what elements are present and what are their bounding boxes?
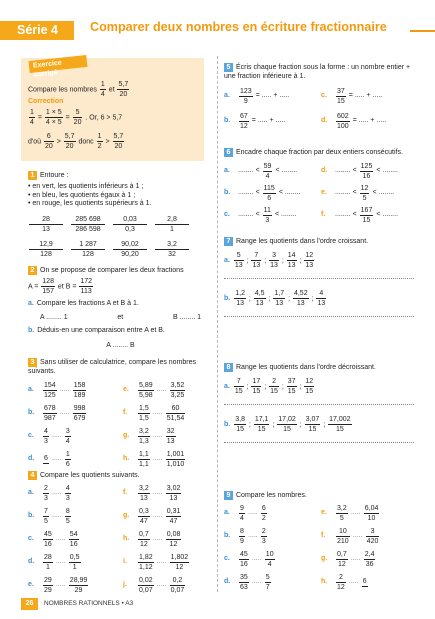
fraction: $\frac{1,2}{13}$ bbox=[235, 289, 245, 307]
exercise-9: 9 Compare les nombres. a. $\frac{9}{4}$ ..... $\frac{6}{2}$ e. $\frac{3,2}{5}$ ..... $\frac{6,04}{10}$ b. $\frac{8}{9}$ ..... $\frac{2}{3}$ f. $\frac{10}{210}$ ..... $\frac{3}{420}$ c. $\frac{45}{16}$ ..... $\frac{10}{4}$ g. $\frac{0,7}{12}$ ..... $\frac{2,4}{36}$ d. $\frac{35}{63}$ ..... $\frac{5}{7}$ h. $\frac{2}{12}$ ..... 6 bbox=[224, 491, 414, 592]
fraction: $\frac{10}{210}$ bbox=[337, 527, 349, 545]
fraction: $\frac{2}{3}$ bbox=[44, 484, 48, 502]
fraction: $\frac{54}{16}$ bbox=[69, 530, 78, 548]
fraction: $\frac{6,04}{10}$ bbox=[364, 504, 379, 522]
bracket-item: a. ........ < $\frac{59}{4}$ < ........ bbox=[224, 162, 298, 180]
comparison-item: h. $\frac{2}{12}$ ..... 6 bbox=[321, 573, 367, 591]
bracket-item: e. ........ < $\frac{12}{5}$ < ........ bbox=[321, 184, 395, 202]
fraction: $\frac{1}{4}$ bbox=[30, 109, 34, 126]
quotient-sequence-b: b. $\frac{3,8}{15}$ ; $\frac{17,1}{15}$ ; $\frac{17,02}{15}$ ; $\frac{3,07}{15}$ ; $\frac{17,002}{15}$ bbox=[224, 415, 351, 433]
comparison-item: d. 6 ..... $\frac{1}{6}$ bbox=[28, 450, 70, 468]
comparison-item: c. $\frac{4}{3}$ ..... $\frac{3}{4}$ bbox=[28, 427, 70, 445]
fraction: $\frac{154}{125}$ bbox=[44, 381, 56, 399]
fraction: $\frac{123}{9}$ bbox=[240, 87, 252, 105]
fraction: $\frac{1,82}{1,12}$ bbox=[139, 553, 153, 571]
fraction: $\frac{17,1}{15}$ bbox=[254, 415, 269, 433]
fraction: $\frac{8}{9}$ bbox=[240, 527, 244, 545]
exercise-number: 1 bbox=[28, 171, 37, 180]
comparison-item: h. $\frac{1,1}{1,1}$ ..... $\frac{1,001}{1,010}$ bbox=[123, 450, 185, 468]
decomposition-item: c. $\frac{37}{15}$ = ..... + ..... bbox=[321, 87, 383, 105]
fraction: $\frac{1,5}{1,5}$ bbox=[139, 404, 149, 422]
comparison-item: e. $\frac{5,89}{5,98}$ ..... $\frac{3,52}{3,25}$ bbox=[123, 381, 185, 399]
exercise-1: 1 Entoure : • en vert, les quotients inférieurs à 1 ; • en bleu, les quotients égaux à 1 ; • en rouge, les quotients supérieurs à 1. $\frac{28}{13}$ $\frac{285 698}{286 598}$ $\frac{0,03}{0,3}$ $\frac{2,8}{1}$ $\frac{12,9}{128}$ $\frac{1 287}{128}$ $\frac{90,02}{90,20}$ $\frac{3,2}{32}$ bbox=[28, 171, 213, 259]
fraction: $\frac{17,02}{15}$ bbox=[278, 415, 296, 433]
fraction: $\frac{14}{13}$ bbox=[287, 251, 296, 269]
quotient: $\frac{2,8}{1}$ bbox=[155, 215, 189, 234]
quotient: $\frac{90,02}{90,20}$ bbox=[113, 240, 147, 259]
fraction: $\frac{2}{15}$ bbox=[270, 377, 278, 395]
fraction: $\frac{7}{13}$ bbox=[252, 251, 261, 269]
fraction: $\frac{1,1}{1,1}$ bbox=[139, 450, 149, 468]
fraction: 6 bbox=[44, 455, 48, 462]
bracket-item: f. ........ < $\frac{167}{15}$ < ........ bbox=[321, 206, 398, 224]
fraction: $\frac{6}{20}$ bbox=[44, 133, 53, 150]
comparison-item: i. $\frac{1,82}{1,12}$ ..... $\frac{1,802}{12}$ bbox=[123, 553, 189, 571]
fraction: $\frac{128}{157}$ bbox=[42, 277, 54, 295]
quotient-grid bbox=[28, 215, 213, 234]
comparison-item: g. $\frac{0,7}{12}$ ..... $\frac{2,4}{36}$ bbox=[321, 550, 375, 568]
fraction: $\frac{5}{20}$ bbox=[73, 109, 82, 126]
fraction: $\frac{17,002}{15}$ bbox=[329, 415, 351, 433]
fraction: $\frac{3,2}{5}$ bbox=[337, 504, 347, 522]
fraction: $\frac{678}{987}$ bbox=[44, 404, 56, 422]
fraction: $\frac{1,001}{1,010}$ bbox=[166, 450, 185, 468]
exercise-3: 3 Sans utiliser de calculatrice, compare les nombres suivants. a. $\frac{154}{125}$ ..... $\frac{158}{189}$ e. $\frac{5,89}{5,98}$ ..... $\frac{3,52}{3,25}$ b. $\frac{678}{987}$ ..... $\frac{998}{679}$ f. $\frac{1,5}{1,5}$ ..... $\frac{60}{51,54}$ c. $\frac{4}{3}$ ..... $\frac{3}{4}$ g. $\frac{3,2}{1,3}$ ..... $\frac{32}{13}$ d. 6 ..... $\frac{1}{6}$ h. $\frac{1,1}{1,1}$ ..... $\frac{1,001}{1,010}$ bbox=[28, 358, 213, 469]
fraction: $\frac{29}{29}$ bbox=[44, 576, 52, 594]
bracket-list bbox=[224, 162, 414, 225]
fraction: $\frac{3,52}{3,25}$ bbox=[170, 381, 185, 399]
comparison-item: b. $\frac{8}{9}$ ..... $\frac{2}{3}$ bbox=[224, 527, 266, 545]
fraction: $\frac{602}{100}$ bbox=[337, 112, 349, 130]
fraction: $\frac{4,5}{13}$ bbox=[254, 289, 265, 307]
fraction: $\frac{125}{16}$ bbox=[360, 162, 373, 180]
exercise-number: 8 bbox=[224, 363, 233, 372]
correction-line-1: $\frac{1}{4}$ = $\frac{1 \times 5}{4 \times 5}$ = $\frac{5}{20}$ . Or, 6 > 5,7 bbox=[30, 109, 123, 126]
worked-example-statement: Compare les nombres $\frac{1}{4}$ et $\frac{5,7}{20}$ bbox=[28, 81, 129, 98]
fraction: $\frac{1,7}{13}$ bbox=[274, 289, 285, 307]
comparison-item: f. $\frac{3,2}{13}$ ..... $\frac{3,02}{13}$ bbox=[123, 484, 181, 502]
comparison-item: d. $\frac{35}{63}$ ..... $\frac{5}{7}$ bbox=[224, 573, 270, 591]
fraction: $\frac{28}{1}$ bbox=[44, 553, 52, 571]
fraction: $\frac{2}{3}$ bbox=[261, 527, 266, 545]
comparison-item: a. $\frac{154}{125}$ ..... $\frac{158}{189}$ bbox=[28, 381, 86, 399]
comparison-item: c. $\frac{45}{16}$ ..... $\frac{54}{16}$ bbox=[28, 530, 78, 548]
fraction: $\frac{3,07}{15}$ bbox=[305, 415, 320, 433]
quotient: $\frac{12,9}{128}$ bbox=[29, 240, 63, 259]
exercise-8: 8 Range les quotients dans l'ordre décroissant. a. $\frac{7}{15}$ ; $\frac{17}{15}$ ; $\frac{2}{15}$ ; $\frac{37}{15}$ ; $\frac{12}{15}$ b. $\frac{3,8}{15}$ ; $\frac{17,1}{15}$ ; $\frac{17,02}{15}$ ; $\frac{3,07}{15}$ ; $\frac{17,002}{15}$ bbox=[224, 363, 414, 443]
fraction: $\frac{11}{3}$ bbox=[263, 206, 271, 224]
quotient: $\frac{28}{13}$ bbox=[29, 215, 63, 234]
exercise-number: 3 bbox=[28, 358, 37, 367]
comparison-item: b. $\frac{678}{987}$ ..... $\frac{998}{679}$ bbox=[28, 404, 86, 422]
fraction: $\frac{0,02}{0,07}$ bbox=[139, 576, 153, 594]
comparison-list bbox=[224, 504, 414, 592]
fraction: $\frac{1}{6}$ bbox=[65, 450, 70, 468]
fraction: $\frac{60}{51,54}$ bbox=[166, 404, 185, 422]
fraction: $\frac{0,31}{47}$ bbox=[166, 507, 181, 525]
fraction: $\frac{9}{4}$ bbox=[240, 504, 244, 522]
comparison-item: d. $\frac{28}{1}$ ..... $\frac{0,5}{1}$ bbox=[28, 553, 80, 571]
exercise-number: 6 bbox=[224, 148, 233, 157]
bracket-item: d. ........ < $\frac{125}{16}$ < ........ bbox=[321, 162, 398, 180]
fraction: $\frac{0,7}{12}$ bbox=[337, 550, 347, 568]
comparison-item: f. $\frac{10}{210}$ ..... $\frac{3}{420}$ bbox=[321, 527, 379, 545]
comparison-item: g. $\frac{0,3}{47}$ ..... $\frac{0,31}{47}$ bbox=[123, 507, 181, 525]
fraction: $\frac{32}{13}$ bbox=[166, 427, 175, 445]
fraction: $\frac{2}{12}$ bbox=[337, 573, 345, 591]
quotient: $\frac{3,2}{32}$ bbox=[155, 240, 189, 259]
comparison-item: h. $\frac{0,7}{12}$ ..... $\frac{0,08}{12}$ bbox=[123, 530, 181, 548]
fraction: $\frac{45}{16}$ bbox=[240, 550, 248, 568]
quotient-sequence-b: b. $\frac{1,2}{13}$ ; $\frac{4,5}{13}$ ; $\frac{1,7}{13}$ ; $\frac{4,52}{13}$ ; $\frac{4}{13}$ bbox=[224, 289, 326, 307]
comparison-item: j. $\frac{0,02}{0,07}$ ..... $\frac{0,2}{0,07}$ bbox=[123, 576, 185, 594]
fraction: $\frac{0,2}{0,07}$ bbox=[170, 576, 185, 594]
fraction: $\frac{3,2}{13}$ bbox=[139, 484, 149, 502]
fraction: $\frac{28,99}{29}$ bbox=[69, 576, 88, 594]
exercise-6: 6 Encadre chaque fraction par deux entiers consécutifs. a. ........ < $\frac{59}{4}$ < ........ d. ........ < $\frac{125}{16}$ < ........ b. ........ < $\frac{115}{6}$ < ........ e. ........ < $\frac{12}{5}$ < ........ c. ........ < $\frac{11}{3}$ < ........ f. ........ < $\frac{167}{15}$ < ........ bbox=[224, 148, 414, 225]
exercise-number: 9 bbox=[224, 491, 233, 500]
worked-example-tag: Exercice corrigé bbox=[29, 55, 88, 73]
fraction: $\frac{167}{15}$ bbox=[360, 206, 373, 224]
fraction: $\frac{7}{15}$ bbox=[234, 377, 243, 395]
quotient: $\frac{285 698}{286 598}$ bbox=[71, 215, 105, 234]
exercise-number: 2 bbox=[28, 266, 37, 275]
quotient-sequence-a: a. $\frac{7}{15}$ ; $\frac{17}{15}$ ; $\frac{2}{15}$ ; $\frac{37}{15}$ ; $\frac{12}{15}$ bbox=[224, 377, 314, 395]
fraction: $\frac{0,5}{1}$ bbox=[69, 553, 80, 571]
comparison-item: b. $\frac{7}{5}$ ..... $\frac{8}{5}$ bbox=[28, 507, 70, 525]
fraction: $\frac{1 \times 5}{4 \times 5}$ bbox=[45, 109, 62, 126]
fraction: $\frac{35}{63}$ bbox=[240, 573, 248, 591]
quotient: $\frac{1 287}{128}$ bbox=[71, 240, 105, 259]
fraction: $\frac{12}{13}$ bbox=[305, 251, 314, 269]
comparison-item: g. $\frac{3,2}{1,3}$ ..... $\frac{32}{13}$ bbox=[123, 427, 175, 445]
fraction: $\frac{12}{5}$ bbox=[360, 184, 369, 202]
comparison-list bbox=[28, 484, 213, 595]
fraction: $\frac{4}{13}$ bbox=[317, 289, 326, 307]
fraction: $\frac{115}{6}$ bbox=[263, 184, 275, 202]
decomposition-item: a. $\frac{123}{9}$ = ..... + ..... bbox=[224, 87, 290, 105]
series-badge: Série 4 bbox=[0, 21, 74, 40]
fraction: $\frac{3}{4}$ bbox=[65, 427, 70, 445]
fraction: $\frac{2,4}{36}$ bbox=[364, 550, 375, 568]
fraction: $\frac{0,7}{12}$ bbox=[139, 530, 149, 548]
fraction: $\frac{4,52}{13}$ bbox=[293, 289, 308, 307]
fraction: $\frac{998}{679}$ bbox=[73, 404, 86, 422]
comparison-item: e. $\frac{3,2}{5}$ ..... $\frac{6,04}{10}$ bbox=[321, 504, 379, 522]
fraction: $\frac{4}{3}$ bbox=[44, 427, 48, 445]
exercise-7: 7 Range les quotients dans l'ordre croissant. a. $\frac{5}{13}$ ; $\frac{7}{13}$ ; $\frac{3}{13}$ ; $\frac{14}{13}$ ; $\frac{12}{13}$ b. $\frac{1,2}{13}$ ; $\frac{4,5}{13}$ ; $\frac{1,7}{13}$ ; $\frac{4,52}{13}$ ; $\frac{4}{13}$ bbox=[224, 237, 414, 317]
fraction: $\frac{1}{2}$ bbox=[97, 133, 102, 150]
fraction: $\frac{5,7}{20}$ bbox=[113, 133, 124, 150]
exercise-4: 4 Compare les quotients suivants. a. $\frac{2}{3}$ ..... $\frac{4}{3}$ f. $\frac{3,2}{13}$ ..... $\frac{3,02}{13}$ b. $\frac{7}{5}$ ..... $\frac{8}{5}$ g. $\frac{0,3}{47}$ ..... $\frac{0,31}{47}$ c. $\frac{45}{16}$ ..... $\frac{54}{16}$ h. $\frac{0,7}{12}$ ..... $\frac{0,08}{12}$ d. $\frac{28}{1}$ ..... $\frac{0,5}{1}$ i. $\frac{1,82}{1,12}$ ..... $\frac{1,802}{12}$ e. $\frac{29}{29}$ ..... $\frac{28,99}{29}$ j. $\frac{0,02}{0,07}$ ..... $\frac{0,2}{0,07}$ bbox=[28, 471, 213, 595]
exercise-5: 5 Écris chaque fraction sous la forme : un nombre entier + une fraction inférieure à 1. a. $\frac{123}{9}$ = ..... + ..... c. $\frac{37}{15}$ = ..... + ..... b. $\frac{67}{12}$ = ..... + ..... d. $\frac{602}{100}$ = ..... + ..... bbox=[224, 63, 414, 131]
fraction: $\frac{5}{7}$ bbox=[265, 573, 270, 591]
quotient-sequence-a: a. $\frac{5}{13}$ ; $\frac{7}{13}$ ; $\frac{3}{13}$ ; $\frac{14}{13}$ ; $\frac{12}{13}$ bbox=[224, 251, 314, 269]
exercise-number: 7 bbox=[224, 237, 233, 246]
fraction: $\frac{3,8}{15}$ bbox=[235, 415, 245, 433]
fraction: $\frac{12}{15}$ bbox=[305, 377, 314, 395]
comparison-item: e. $\frac{29}{29}$ ..... $\frac{28,99}{29}$ bbox=[28, 576, 88, 594]
exercise-number: 4 bbox=[28, 471, 37, 480]
comparison-item: c. $\frac{45}{16}$ ..... $\frac{10}{4}$ bbox=[224, 550, 274, 568]
fraction: $\frac{158}{189}$ bbox=[73, 381, 86, 399]
fraction: $\frac{3,02}{13}$ bbox=[166, 484, 181, 502]
correction-line-2: d'où $\frac{6}{20}$ > $\frac{5,7}{20}$ donc $\frac{1}{2}$ > $\frac{5,7}{20}$ bbox=[28, 133, 124, 150]
comparison-item: f. $\frac{1,5}{1,5}$ ..... $\frac{60}{51,54}$ bbox=[123, 404, 185, 422]
fraction: $\frac{45}{16}$ bbox=[44, 530, 52, 548]
fraction: $\frac{5}{13}$ bbox=[234, 251, 243, 269]
fraction: $\frac{3}{420}$ bbox=[366, 527, 379, 545]
fraction: $\frac{37}{15}$ bbox=[337, 87, 345, 105]
fraction: $\frac{67}{12}$ bbox=[240, 112, 248, 130]
fraction: $\frac{6}{2}$ bbox=[261, 504, 266, 522]
comparison-item: a. $\frac{9}{4}$ ..... $\frac{6}{2}$ bbox=[224, 504, 266, 522]
fraction: $\frac{5,7}{20}$ bbox=[118, 81, 129, 98]
title-rule bbox=[410, 30, 435, 32]
fraction: $\frac{1}{4}$ bbox=[100, 81, 105, 98]
correction-label: Correction bbox=[28, 98, 64, 105]
fraction: $\frac{59}{4}$ bbox=[263, 162, 272, 180]
exercise-2: 2 On se propose de comparer les deux fractions A = $\frac{128}{157}$ et B = $\frac{172}{113}$ a. Compare les fractions A et B à 1. A ........ 1 et B ........ 1 b. Déduis-en une comparaison entre A et B. A ........ B bbox=[28, 267, 201, 349]
footer-text: NOMBRES RATIONNELS • A3 bbox=[44, 600, 134, 607]
comparison-item: a. $\frac{2}{3}$ ..... $\frac{4}{3}$ bbox=[28, 484, 70, 502]
fraction: $\frac{5,7}{20}$ bbox=[64, 133, 75, 150]
bracket-item: b. ........ < $\frac{115}{6}$ < ........ bbox=[224, 184, 301, 202]
fraction: $\frac{8}{5}$ bbox=[65, 507, 70, 525]
fraction: $\frac{7}{5}$ bbox=[44, 507, 48, 525]
page-header bbox=[0, 0, 435, 40]
decomposition-item: b. $\frac{67}{12}$ = ..... + ..... bbox=[224, 112, 286, 130]
fraction: $\frac{37}{15}$ bbox=[287, 377, 296, 395]
fraction: $\frac{5,89}{5,98}$ bbox=[139, 381, 153, 399]
page-title: Comparer deux nombres en écriture fractionnaire bbox=[90, 20, 387, 34]
page-number: 26 bbox=[21, 598, 38, 610]
bracket-item: c. ........ < $\frac{11}{3}$ < ........ bbox=[224, 206, 297, 224]
quotient-grid bbox=[28, 240, 213, 259]
fraction: $\frac{10}{4}$ bbox=[265, 550, 274, 568]
fraction: 6 bbox=[362, 578, 367, 586]
exercise-number: 5 bbox=[224, 63, 233, 72]
decomposition-item: d. $\frac{602}{100}$ = ..... + ..... bbox=[321, 112, 387, 130]
fraction: $\frac{0,08}{12}$ bbox=[166, 530, 181, 548]
fraction: $\frac{172}{113}$ bbox=[80, 277, 93, 295]
decomposition-list bbox=[224, 87, 414, 131]
fraction: $\frac{17}{15}$ bbox=[252, 377, 261, 395]
fraction: $\frac{3,2}{1,3}$ bbox=[139, 427, 149, 445]
fraction: $\frac{0,3}{47}$ bbox=[139, 507, 149, 525]
fraction: $\frac{1,802}{12}$ bbox=[170, 553, 189, 571]
comparison-list bbox=[28, 381, 213, 469]
fraction: $\frac{3}{13}$ bbox=[270, 251, 278, 269]
fraction: $\frac{4}{3}$ bbox=[65, 484, 70, 502]
quotient: $\frac{0,03}{0,3}$ bbox=[113, 215, 147, 234]
